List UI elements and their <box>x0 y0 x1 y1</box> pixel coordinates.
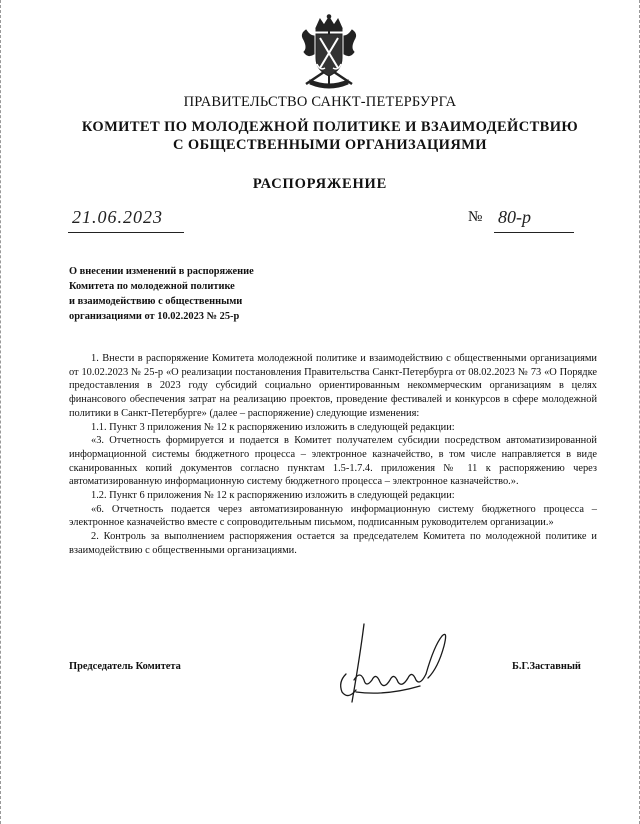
signatory-title: Председатель Комитета <box>69 661 181 672</box>
subject-line: организациями от 10.02.2023 № 25-р <box>69 311 240 322</box>
document-number: 80-р <box>498 207 531 227</box>
document-subject <box>69 264 349 324</box>
body-paragraph: 1. Внести в распоряжение Комитета молодежной политике и взаимодействию с общественными организациями от 10.02.2023 № 25-р «О реализации постановления Правительства Санкт-Петербурга от 08.02.2023 № 73 «О Порядке предоставления в 2023 году субсидий социально ориентированным некоммерческим организациям в целях финансового обеспечения затрат на реализацию проектов, проведение фестивалей и конкурсов в сфере молодежной политики в Санкт-Петербурге» (далее – распоряжение) следующие изменения: <box>69 353 597 419</box>
scan-edge-right <box>636 0 640 824</box>
body-paragraph: 1.2. Пункт 6 приложения № 12 к распоряжению изложить в следующей редакции: <box>91 490 455 502</box>
committee-title-line-2: С ОБЩЕСТВЕННЫМИ ОРГАНИЗАЦИЯМИ <box>173 137 487 153</box>
signatory-name: Б.Г.Заставный <box>512 661 581 672</box>
document-body <box>69 352 597 558</box>
document-type: РАСПОРЯЖЕНИЕ <box>252 176 388 192</box>
handwritten-signature <box>316 616 456 716</box>
number-label: № <box>468 209 483 225</box>
date-underline <box>68 232 184 233</box>
subject-line: О внесении изменений в распоряжение <box>69 266 254 277</box>
subject-line: и взаимодействию с общественными <box>69 296 243 307</box>
body-paragraph: «6. Отчетность подается через автоматизированную информационную систему бюджетного процесса – электронное казначейство вместе с сопроводительным письмом, подписанным руководителем организации.» <box>69 503 597 529</box>
government-title: ПРАВИТЕЛЬСТВО САНКТ-ПЕТЕРБУРГА <box>183 94 457 110</box>
committee-title <box>60 118 600 154</box>
body-paragraph: «3. Отчетность формируется и подается в Комитет получателем субсидии посредством автоматизированной информационной системы бюджетного процесса – электронное казначейство, в том числе направляется в виде сканированных копий документов согласно пунктам 1.5-1.7.4. приложения № 11 к распоряжению через автоматизированную информационную систему бюджетного процесса – электронное казначейство.». <box>69 435 597 488</box>
scan-edge-left <box>0 0 4 824</box>
subject-line: Комитета по молодежной политике <box>69 281 235 292</box>
number-underline <box>494 232 574 233</box>
document-date: 21.06.2023 <box>72 207 163 227</box>
body-paragraph: 2. Контроль за выполнением распоряжения остается за председателем Комитета по молодежной политике и взаимодействию с общественными организациями. <box>69 531 597 556</box>
body-paragraph: 1.1. Пункт 3 приложения № 12 к распоряжению изложить в следующей редакции: <box>91 421 455 433</box>
coat-of-arms-emblem <box>296 14 362 90</box>
committee-title-line-1: КОМИТЕТ ПО МОЛОДЕЖНОЙ ПОЛИТИКЕ И ВЗАИМОДЕЙСТВИЮ <box>81 119 579 135</box>
